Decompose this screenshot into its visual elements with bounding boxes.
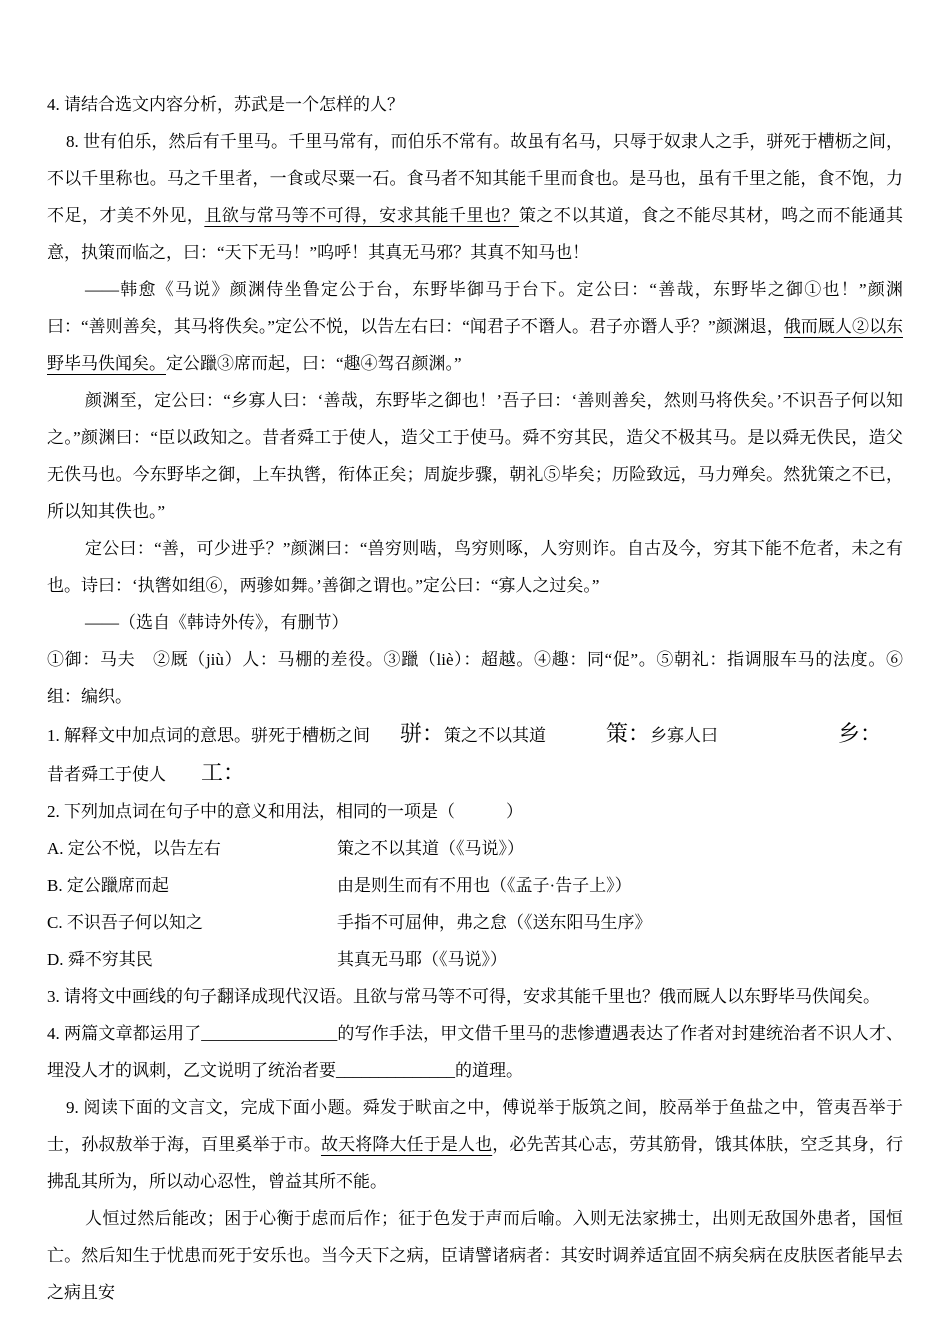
source-attribution	[47, 604, 903, 641]
q4-text: 4. 两篇文章都运用了________________的写作手法，甲文借千里马的悲惨遭遇表达了作者对封建统治者不识人才、埋没人才的讽刺，乙文说明了统治者要______________的道理。	[47, 1024, 903, 1080]
option-b-right: 由是则生而有不用也（《孟子·告子上》）	[337, 876, 632, 895]
footnotes	[47, 641, 903, 715]
q1-keyword-gong: 工：	[201, 760, 246, 785]
passage-shengyuyouhuan	[47, 1089, 903, 1200]
question-1	[47, 715, 903, 793]
passage-hanshiwaizhuan-3	[47, 530, 903, 604]
underlined-sentence-2: 俄而厩人②以东野毕马佚闻矣。	[47, 317, 903, 373]
q1-keyword-ce: 策：	[606, 721, 651, 746]
option-c	[47, 904, 903, 941]
footnotes-text: ①御：马夫 ②厩（jiù）人：马棚的差役。③躐（liè）：超越。④趣：同“促”。⑤朝礼：指调服车马的法度。⑥组：编织。	[47, 650, 903, 706]
option-b-left: B. 定公躐席而起	[47, 876, 169, 895]
passage-mashuo	[47, 123, 903, 271]
option-a-left: A. 定公不悦，以告左右	[47, 839, 221, 858]
option-d-right: 其真无马耶（《马说》）	[337, 950, 507, 969]
spacer	[166, 779, 201, 780]
question-4	[47, 1015, 903, 1089]
passage-hanshiwaizhuan-2	[47, 382, 903, 530]
hanshi1-text-1: ——韩愈《马说》颜渊侍坐鲁定公于台，东野毕御马于台下。定公曰：“善哉，东野毕之御①也！”颜渊曰：“善则善矣，其马将佚矣。”定公不悦，以告左右曰：“闻君子不谮人。君子亦谮人乎？”颜渊退，	[47, 280, 903, 336]
spacer	[370, 740, 400, 741]
spacer	[718, 740, 838, 741]
source-text: ——（选自《韩诗外传》，有删节）	[85, 613, 349, 632]
question-2-stem	[47, 793, 903, 830]
q2-stem-text: 2. 下列加点词在句子中的意义和用法，相同的一项是（ ）	[47, 802, 523, 821]
option-a	[47, 830, 903, 867]
underlined-sentence-1: 且欲与常马等不可得，安求其能千里也？	[204, 206, 519, 225]
q1-phrase2: 策之不以其道	[444, 726, 547, 745]
q1-keyword-pian: 骈：	[400, 721, 445, 746]
passage-renhengguo	[47, 1200, 903, 1311]
prev-section-question	[47, 86, 903, 123]
option-d-left: D. 舜不穷其民	[47, 950, 153, 969]
mashuo-text-2: 策之不以其道，食之不能尽其材，鸣之而不能通其意，执策而临之，曰：“天下无马！”呜呼！其真无马邪？其真不知马也！	[47, 206, 903, 262]
hanshi1-text-2: 定公躐③席而起，曰：“趣④驾召颜渊。”	[166, 354, 462, 373]
q1-phrase4: 昔者舜工于使人	[47, 765, 166, 784]
option-a-right: 策之不以其道（《马说》）	[337, 839, 524, 858]
option-b	[47, 867, 903, 904]
q1-phrase3: 乡寡人曰	[650, 726, 719, 745]
hanshi2-text: 颜渊至，定公曰：“乡寡人曰：‘善哉，东野毕之御也！’吾子曰：‘善则善矣，然则马将佚矣。’不识吾子何以知之。”颜渊曰：“臣以政知之。昔者舜工于使人，造父工于使马。舜不穷其民，造父不极其马。是以舜无佚民，造父无佚马也。今东野毕之御，上车执辔，衔体正矣；周旋步骤，朝礼⑤毕矣；历险致远，马力殚矣。然犹策之不已，所以知其佚也。”	[47, 391, 903, 521]
passage-hanshiwaizhuan-1	[47, 271, 903, 382]
hanshi3-text: 定公曰：“善，可少进乎？”颜渊曰：“兽穷则啮，鸟穷则啄，人穷则诈。自古及今，穷其下能不危者，未之有也。诗曰：‘执辔如组⑥，两骖如舞。’善御之谓也。”定公曰：“寡人之过矣。”	[47, 539, 903, 595]
underlined-sentence-3: 故天将降大任于是人也	[320, 1135, 493, 1154]
prev-question-text: 4. 请结合选文内容分析，苏武是一个怎样的人？	[47, 95, 404, 114]
option-c-left: C. 不识吾子何以知之	[47, 913, 203, 932]
q1-keyword-xiang: 乡：	[838, 721, 883, 746]
mashuo-text-1: 8. 世有伯乐，然后有千里马。千里马常有，而伯乐不常有。故虽有名马，只辱于奴隶人之手，骈死于槽枥之间，不以千里称也。马之千里者，一食或尽粟一石。食马者不知其能千里而食也。是马也，虽有千里之能，食不饱，力不足，才美不外见，	[47, 132, 903, 225]
spacer	[546, 740, 606, 741]
option-c-right: 手指不可屈伸，弗之怠（《送东阳马生序》	[337, 913, 652, 932]
shengyu-text-1: 9. 阅读下面的文言文，完成下面小题。舜发于畎亩之中，傅说举于版筑之间，胶鬲举于鱼盐之中，管夷吾举于士，孙叔敖举于海，百里奚举于市。	[47, 1098, 903, 1154]
option-d	[47, 941, 903, 978]
q3-text: 3. 请将文中画线的句子翻译成现代汉语。且欲与常马等不可得，安求其能千里也？俄而厩人以东野毕马佚闻矣。	[47, 987, 880, 1006]
renheng-text: 人恒过然后能改；困于心衡于虑而后作；征于色发于声而后喻。入则无法家拂士，出则无敌国外患者，国恒亡。然后知生于忧患而死于安乐也。当今天下之病，臣请譬诸病者：其安时调养适宜固不病矣病在皮肤医者能早去之病且安	[47, 1209, 903, 1302]
question-3	[47, 978, 903, 1015]
shengyu-text-2: ，必先苦其心志，劳其筋骨，饿其体肤，空乏其身，行拂乱其所为，所以动心忍性，曾益其所不能。	[47, 1135, 904, 1191]
q1-stem-phrase1: 1. 解释文中加点词的意思。骈死于槽枥之间	[47, 726, 370, 745]
